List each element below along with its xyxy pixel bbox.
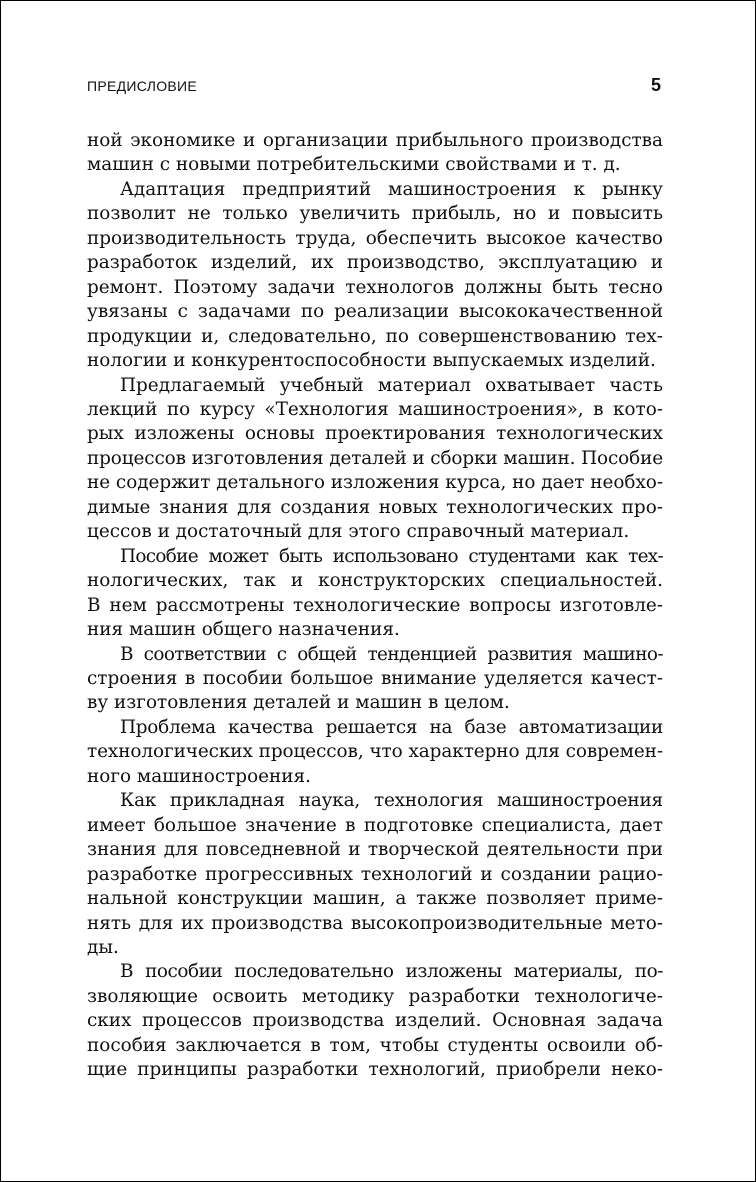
- paragraph: [87, 374, 663, 545]
- running-title: ПРЕДИСЛОВИЕ: [87, 78, 198, 94]
- text-line: пособия заключается в том, чтобы студенты освоили об-: [87, 1034, 663, 1056]
- running-header: [87, 75, 663, 98]
- text-line: не содержит детального изложения курса, но дает необхо-: [87, 472, 663, 494]
- text-line: димые знания для создания новых технологических про-: [87, 496, 663, 518]
- text-line: разработке прогрессивных технологий и создании рацио-: [87, 863, 663, 885]
- text-line: технологических процессов, что характерно для современ-: [87, 741, 663, 763]
- text-line: ремонт. Поэтому задачи технологов должны быть тесно: [87, 276, 663, 298]
- text-line: лекций по курсу «Технология машиностроения», в кото-: [87, 398, 663, 420]
- paragraph: [87, 789, 663, 960]
- text-line: В нем рассмотрены технологические вопросы изготовле-: [87, 594, 663, 616]
- text-line: ной экономике и организации прибыльного производства: [87, 130, 663, 151]
- body-text: [87, 129, 663, 1083]
- text-line: Пособие может быть использовано студентами как тех-: [120, 545, 663, 567]
- text-line: В соответствии с общей тенденцией развития машино-: [120, 643, 663, 665]
- text-line: ния машин общего назначения.: [87, 619, 400, 641]
- text-line: процессов изготовления деталей и сборки машин. Пособие: [87, 447, 664, 469]
- paragraph: [87, 716, 663, 789]
- text-line: нологических, так и конструкторских специальностей.: [87, 570, 663, 592]
- paragraph: [87, 545, 663, 643]
- text-line: рых изложены основы проектирования технологических: [87, 423, 663, 445]
- text-line: цессов и достаточный для этого справочный материал.: [87, 521, 630, 543]
- text-line: ного машиностроения.: [87, 765, 312, 787]
- text-line: ды.: [87, 936, 119, 958]
- text-line: знания для повседневной и творческой деятельности при: [87, 839, 663, 861]
- text-line: производительность труда, обеспечить высокое качество: [87, 227, 663, 249]
- text-line: строения в пособии большое внимание уделяется качест-: [87, 667, 663, 689]
- paragraph: [87, 178, 663, 374]
- text-line: Адаптация предприятий машиностроения к рынку: [120, 178, 663, 200]
- page-number: 5: [650, 75, 661, 95]
- paragraph: [87, 129, 663, 178]
- text-line: разработок изделий, их производство, эксплуатацию и: [87, 252, 663, 274]
- text-line: машин с новыми потребительскими свойствами и т. д.: [87, 154, 621, 176]
- paragraph: [87, 643, 663, 716]
- text-line: продукции и, следовательно, по совершенствованию тех-: [87, 325, 663, 347]
- text-line: увязаны с задачами по реализации высококачественной: [87, 301, 663, 323]
- text-line: Как прикладная наука, технология машиностроения: [120, 790, 663, 812]
- paragraph: [87, 960, 663, 1082]
- text-line: щие принципы разработки технологий, приобрели неко-: [87, 1059, 663, 1081]
- text-line: В пособии последовательно изложены материалы, по-: [120, 961, 663, 983]
- text-line: ских процессов производства изделий. Основная задача: [87, 1010, 663, 1032]
- text-line: нять для их производства высокопроизводительные мето-: [87, 912, 663, 934]
- text-line: зволяющие освоить методику разработки технологиче-: [87, 985, 663, 1007]
- text-line: имеет большое значение в подготовке специалиста, дает: [87, 814, 663, 836]
- text-line: позволит не только увеличить прибыль, но и повысить: [87, 203, 663, 225]
- text-line: нальной конструкции машин, а также позволяет приме-: [87, 888, 663, 910]
- text-line: ву изготовления деталей и машин в целом.: [87, 692, 510, 714]
- text-line: Предлагаемый учебный материал охватывает часть: [120, 374, 663, 396]
- text-line: Проблема качества решается на базе автоматизации: [120, 716, 663, 738]
- text-line: нологии и конкурентоспособности выпускаемых изделий.: [87, 350, 656, 372]
